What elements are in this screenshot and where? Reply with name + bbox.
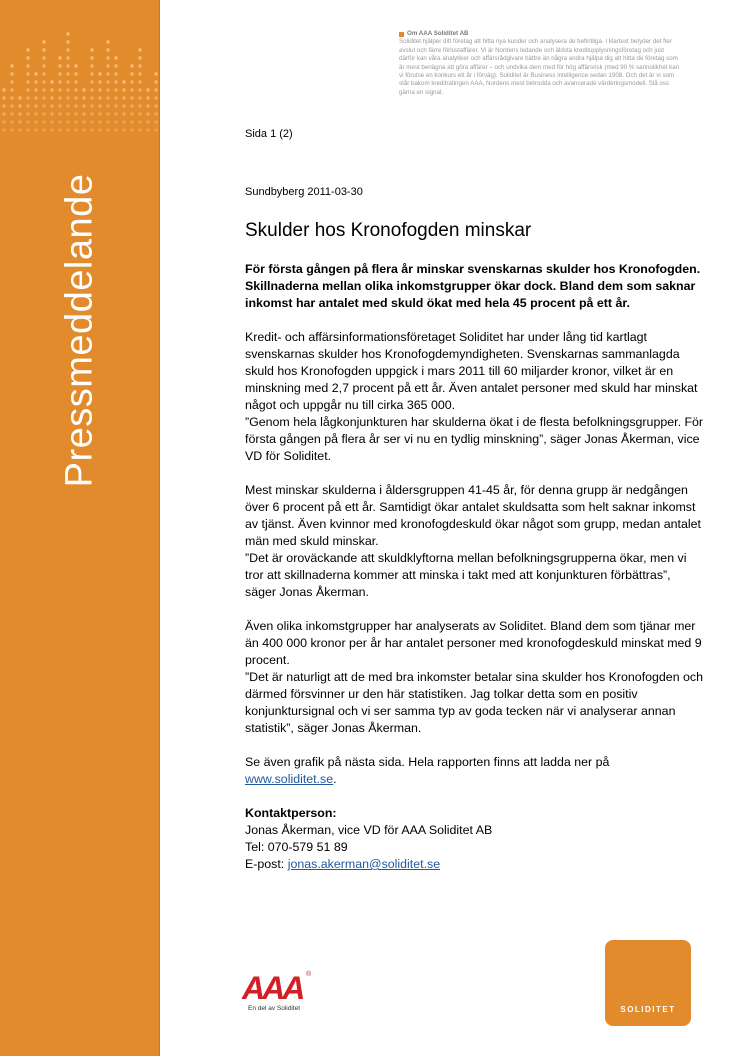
pattern-dot: [138, 120, 142, 124]
pattern-dot: [34, 72, 38, 76]
pattern-dot: [138, 56, 142, 60]
pattern-dot: [146, 88, 150, 92]
pattern-dot: [154, 104, 158, 108]
pattern-dot: [122, 80, 126, 84]
pattern-dot: [146, 120, 150, 124]
aaa-registered-mark: ®: [306, 971, 312, 978]
pattern-dot: [50, 128, 54, 132]
pattern-dot: [122, 120, 126, 124]
paragraph-3: [245, 618, 705, 737]
contact-email-link[interactable]: jonas.akerman@soliditet.se: [287, 857, 441, 871]
pattern-dot: [130, 80, 134, 84]
pattern-dot: [130, 64, 134, 68]
pattern-dot: [90, 64, 94, 68]
pattern-dot: [154, 72, 158, 76]
pattern-dot: [82, 120, 86, 124]
pattern-dot: [114, 88, 118, 92]
pattern-dot: [98, 80, 102, 84]
pattern-dot: [106, 56, 110, 60]
contact-heading: Kontaktperson:: [245, 806, 337, 820]
pattern-dot: [98, 112, 102, 116]
paragraph-2-text: Mest minskar skulderna i åldersgruppen 41-45 år, för denna grupp är nedgången över 6 procent på ett år. Samtidigt ökar antalet skuldsatta som helt saknar inkomst av tjänst. Även kvinnor med kronofogdeskuld ökar något som grupp, medan antalet män med skuld minskar.: [245, 483, 701, 548]
pattern-dot: [122, 128, 126, 132]
dot-pattern-graphic: [0, 0, 160, 140]
pattern-dot: [98, 96, 102, 100]
pattern-dot: [10, 104, 14, 108]
pattern-dot: [66, 64, 70, 68]
pattern-dot: [66, 96, 70, 100]
pattern-dot: [146, 104, 150, 108]
pattern-dot: [26, 72, 30, 76]
contact-name: Jonas Åkerman, vice VD för AAA Soliditet AB: [245, 823, 493, 837]
pattern-dot: [82, 128, 86, 132]
pattern-dot: [106, 64, 110, 68]
pattern-dot: [50, 96, 54, 100]
pattern-dot: [10, 96, 14, 100]
website-link[interactable]: www.soliditet.se: [245, 772, 334, 786]
pattern-dot: [154, 112, 158, 116]
quote-1: ”Genom hela lågkonjunkturen har skulderna ökat i de flesta befolkningsgrupper. För första gången på flera år ser vi nu en tydlig minskning”, säger Jonas Åkerman, vice VD för Soliditet.: [245, 415, 704, 463]
pattern-dot: [98, 128, 102, 132]
pattern-dot: [42, 40, 46, 44]
pattern-dot: [66, 112, 70, 116]
pattern-dot: [138, 72, 142, 76]
pattern-dot: [130, 96, 134, 100]
paragraph-2: [245, 482, 705, 601]
pattern-dot: [154, 80, 158, 84]
pattern-dot: [122, 88, 126, 92]
pattern-dot: [138, 80, 142, 84]
pattern-dot: [26, 88, 30, 92]
pattern-dot: [90, 128, 94, 132]
paragraph-3-text: Även olika inkomstgrupper har analyserats av Soliditet. Bland dem som tjänar mer än 400 000 kronor per år har antalet personer med kronofogdeskuld minskat med 9 procent.: [245, 619, 702, 667]
aaa-logo-text: AAA: [242, 970, 303, 1006]
pattern-dot: [34, 80, 38, 84]
pattern-dot: [26, 120, 30, 124]
quote-3: ”Det är naturligt att de med bra inkomster betalar sina skulder hos Kronofogden och därmed försvinner ur den här statistiken. Jag tolkar detta som en positiv konjunktursignal och vi ser samma typ av goda tecken när vi analyserar annan statistik”, säger Jonas Åkerman.: [245, 670, 704, 735]
pattern-dot: [106, 96, 110, 100]
pattern-dot: [114, 56, 118, 60]
pattern-dot: [106, 104, 110, 108]
orange-sidebar: [0, 0, 160, 1056]
contact-phone: Tel: 070-579 51 89: [245, 840, 348, 854]
pattern-dot: [66, 104, 70, 108]
pattern-dot: [58, 56, 62, 60]
pattern-dot: [138, 64, 142, 68]
pattern-dot: [42, 72, 46, 76]
pattern-dot: [58, 104, 62, 108]
pattern-dot: [98, 72, 102, 76]
pattern-dot: [66, 72, 70, 76]
pattern-dot: [42, 128, 46, 132]
pattern-dot: [50, 120, 54, 124]
pattern-dot: [130, 88, 134, 92]
pattern-dot: [90, 112, 94, 116]
aaa-tagline: En del av Soliditet: [248, 1005, 301, 1012]
pattern-dot: [10, 88, 14, 92]
pattern-dot: [138, 88, 142, 92]
pattern-dot: [58, 88, 62, 92]
paragraph-1: [245, 329, 705, 465]
pattern-dot: [106, 112, 110, 116]
pattern-dot: [154, 88, 158, 92]
pattern-dot: [74, 104, 78, 108]
article-body: [245, 261, 705, 873]
contact-block: [245, 805, 705, 873]
pattern-dot: [66, 48, 70, 52]
pattern-dot: [130, 104, 134, 108]
pattern-dot: [42, 64, 46, 68]
pattern-dot: [106, 88, 110, 92]
pattern-dot: [10, 112, 14, 116]
pattern-dot: [74, 72, 78, 76]
pattern-dot: [106, 80, 110, 84]
pattern-dot: [154, 96, 158, 100]
about-box: [399, 30, 681, 97]
pattern-dot: [66, 80, 70, 84]
pattern-dot: [34, 120, 38, 124]
pattern-dot: [42, 88, 46, 92]
pattern-dot: [58, 80, 62, 84]
pattern-dot: [74, 112, 78, 116]
pattern-dot: [130, 120, 134, 124]
pattern-dot: [2, 96, 6, 100]
pattern-dot: [98, 88, 102, 92]
pattern-dot: [26, 128, 30, 132]
pattern-dot: [138, 112, 142, 116]
pattern-dot: [122, 96, 126, 100]
pattern-dot: [154, 128, 158, 132]
pattern-dot: [146, 112, 150, 116]
pattern-dot: [74, 128, 78, 132]
pattern-dot: [2, 128, 6, 132]
pattern-dot: [90, 48, 94, 52]
pattern-dot: [130, 128, 134, 132]
about-title: [399, 30, 681, 38]
pattern-dot: [114, 80, 118, 84]
pattern-dot: [34, 88, 38, 92]
pattern-dot: [42, 112, 46, 116]
pattern-dot: [18, 128, 22, 132]
pattern-dot: [58, 112, 62, 116]
page-number: Sida 1 (2): [245, 128, 293, 140]
pattern-dot: [114, 104, 118, 108]
pattern-dot: [106, 40, 110, 44]
pattern-dot: [50, 104, 54, 108]
pattern-dot: [2, 88, 6, 92]
pattern-dot: [50, 112, 54, 116]
pattern-dot: [34, 96, 38, 100]
pattern-dot: [18, 104, 22, 108]
soliditet-logo: [605, 940, 691, 1026]
pattern-dot: [42, 120, 46, 124]
pattern-dot: [26, 80, 30, 84]
pattern-dot: [42, 96, 46, 100]
sidebar-edge: [159, 0, 160, 1056]
pattern-dot: [58, 128, 62, 132]
pattern-dot: [50, 80, 54, 84]
pattern-dot: [98, 104, 102, 108]
pattern-dot: [82, 96, 86, 100]
pattern-dot: [26, 48, 30, 52]
pattern-dot: [10, 128, 14, 132]
pattern-dot: [90, 104, 94, 108]
pattern-dot: [58, 72, 62, 76]
pattern-dot: [26, 104, 30, 108]
pattern-dot: [146, 128, 150, 132]
pattern-dot: [66, 56, 70, 60]
more-info-text: Se även grafik på nästa sida. Hela rapporten finns att ladda ner på: [245, 755, 610, 769]
sidebar-title-container: [20, 160, 140, 500]
pattern-dot: [66, 32, 70, 36]
pattern-dot: [106, 48, 110, 52]
pattern-dot: [114, 72, 118, 76]
pattern-dot: [74, 64, 78, 68]
pattern-dot: [2, 120, 6, 124]
pattern-dot: [10, 120, 14, 124]
sidebar-title: Pressmeddelande: [58, 173, 101, 487]
pattern-dot: [50, 88, 54, 92]
about-title-text: Om AAA Soliditet AB: [407, 30, 469, 37]
pattern-dot: [26, 56, 30, 60]
pattern-dot: [34, 104, 38, 108]
pattern-dot: [130, 112, 134, 116]
pattern-dot: [74, 88, 78, 92]
pattern-dot: [138, 128, 142, 132]
pattern-dot: [122, 112, 126, 116]
pattern-dot: [74, 80, 78, 84]
pattern-dot: [82, 112, 86, 116]
pattern-dot: [66, 120, 70, 124]
pattern-dot: [2, 112, 6, 116]
soliditet-logo-text: SOLIDITET: [620, 1005, 676, 1014]
pattern-dot: [34, 128, 38, 132]
pattern-dot: [138, 104, 142, 108]
pattern-dot: [66, 128, 70, 132]
contact-email-row: [245, 856, 705, 873]
pattern-dot: [114, 112, 118, 116]
pattern-dot: [138, 48, 142, 52]
pattern-dot: [18, 96, 22, 100]
lead-paragraph: För första gången på flera år minskar svenskarnas skulder hos Kronofogden. Skillnaderna mellan olika inkomstgrupper ökar dock. Bland dem som saknar inkomst har antalet med skuld ökat med hela 45 procent på ett år.: [245, 262, 701, 310]
dateline: Sundbyberg 2011-03-30: [245, 186, 363, 198]
pattern-dot: [18, 112, 22, 116]
pattern-dot: [154, 120, 158, 124]
pattern-dot: [138, 96, 142, 100]
pattern-dot: [10, 64, 14, 68]
contact-email-label: E-post:: [245, 857, 285, 871]
about-text: Soliditet hjälper ditt företag att hitta nya kunder och analysera de befintliga. I klartext betyder det fler avslut och färre förlustaffärer. Vi är Nordens ledande och äldsta kreditupplysningsföretag och just därför kan våra analytiker och affärsrådgivare bättre än några andra hjälpa dig att hitta de företag som är mest benägna att göra affärer – och undvika dem med för hög affärsrisk (med 90 % sannolikhet kan vi förutse en konkurs ett år i förväg). Soliditet är Business intelligence sedan 1908. Och det är vi som står bakom kreditratingen AAA, Nordens mest betrodda och avancerade värderingsmodell. Slå oss gärna en signal.: [399, 38, 680, 96]
pattern-dot: [90, 96, 94, 100]
pattern-dot: [146, 96, 150, 100]
quote-2: ”Det är oroväckande att skuldklyftorna mellan befolkningsgrupperna ökar, men vi tror att skillnaderna kommer att minska i takt med att konjunkturen förbättras”, säger Jonas Åkerman.: [245, 551, 687, 599]
pattern-dot: [10, 80, 14, 84]
orange-square-icon: [399, 32, 404, 37]
pattern-dot: [18, 120, 22, 124]
pattern-dot: [2, 104, 6, 108]
pattern-dot: [114, 64, 118, 68]
pattern-dot: [106, 128, 110, 132]
pattern-dot: [98, 120, 102, 124]
pattern-dot: [90, 88, 94, 92]
pattern-dot: [42, 104, 46, 108]
more-info-suffix: .: [333, 772, 337, 786]
pattern-dot: [42, 56, 46, 60]
pattern-dot: [90, 120, 94, 124]
paragraph-1-text: Kredit- och affärsinformationsföretaget Soliditet har under lång tid kartlagt svenskarnas skulder hos Kronofogdemyndigheten. Svenskarnas sammanlagda skuld hos Kronofogden uppgick i mars 2011 till 60 miljarder kronor, vilket är en minskning med 2,7 procent på ett år. Även antalet personer med skuld har minskat något och uppgår nu till cirka 365 000.: [245, 330, 698, 412]
pattern-dot: [122, 104, 126, 108]
pattern-dot: [42, 48, 46, 52]
pattern-dot: [58, 120, 62, 124]
pattern-dot: [58, 96, 62, 100]
pattern-dot: [82, 104, 86, 108]
pattern-dot: [82, 88, 86, 92]
pattern-dot: [74, 120, 78, 124]
aaa-logo: [240, 968, 320, 1018]
pattern-dot: [66, 40, 70, 44]
pattern-dot: [66, 88, 70, 92]
pattern-dot: [90, 56, 94, 60]
pattern-dot: [90, 80, 94, 84]
pattern-dot: [114, 96, 118, 100]
pattern-dot: [42, 80, 46, 84]
pattern-dot: [74, 96, 78, 100]
pattern-dot: [106, 72, 110, 76]
pattern-dot: [26, 112, 30, 116]
pattern-dot: [26, 96, 30, 100]
pattern-dot: [114, 120, 118, 124]
pattern-dot: [130, 72, 134, 76]
pattern-dot: [58, 64, 62, 68]
pattern-dot: [106, 120, 110, 124]
pattern-dot: [90, 72, 94, 76]
pattern-dot: [34, 112, 38, 116]
pattern-dot: [26, 64, 30, 68]
headline: Skulder hos Kronofogden minskar: [245, 220, 532, 241]
pattern-dot: [114, 128, 118, 132]
more-info: [245, 754, 705, 788]
pattern-dot: [10, 72, 14, 76]
